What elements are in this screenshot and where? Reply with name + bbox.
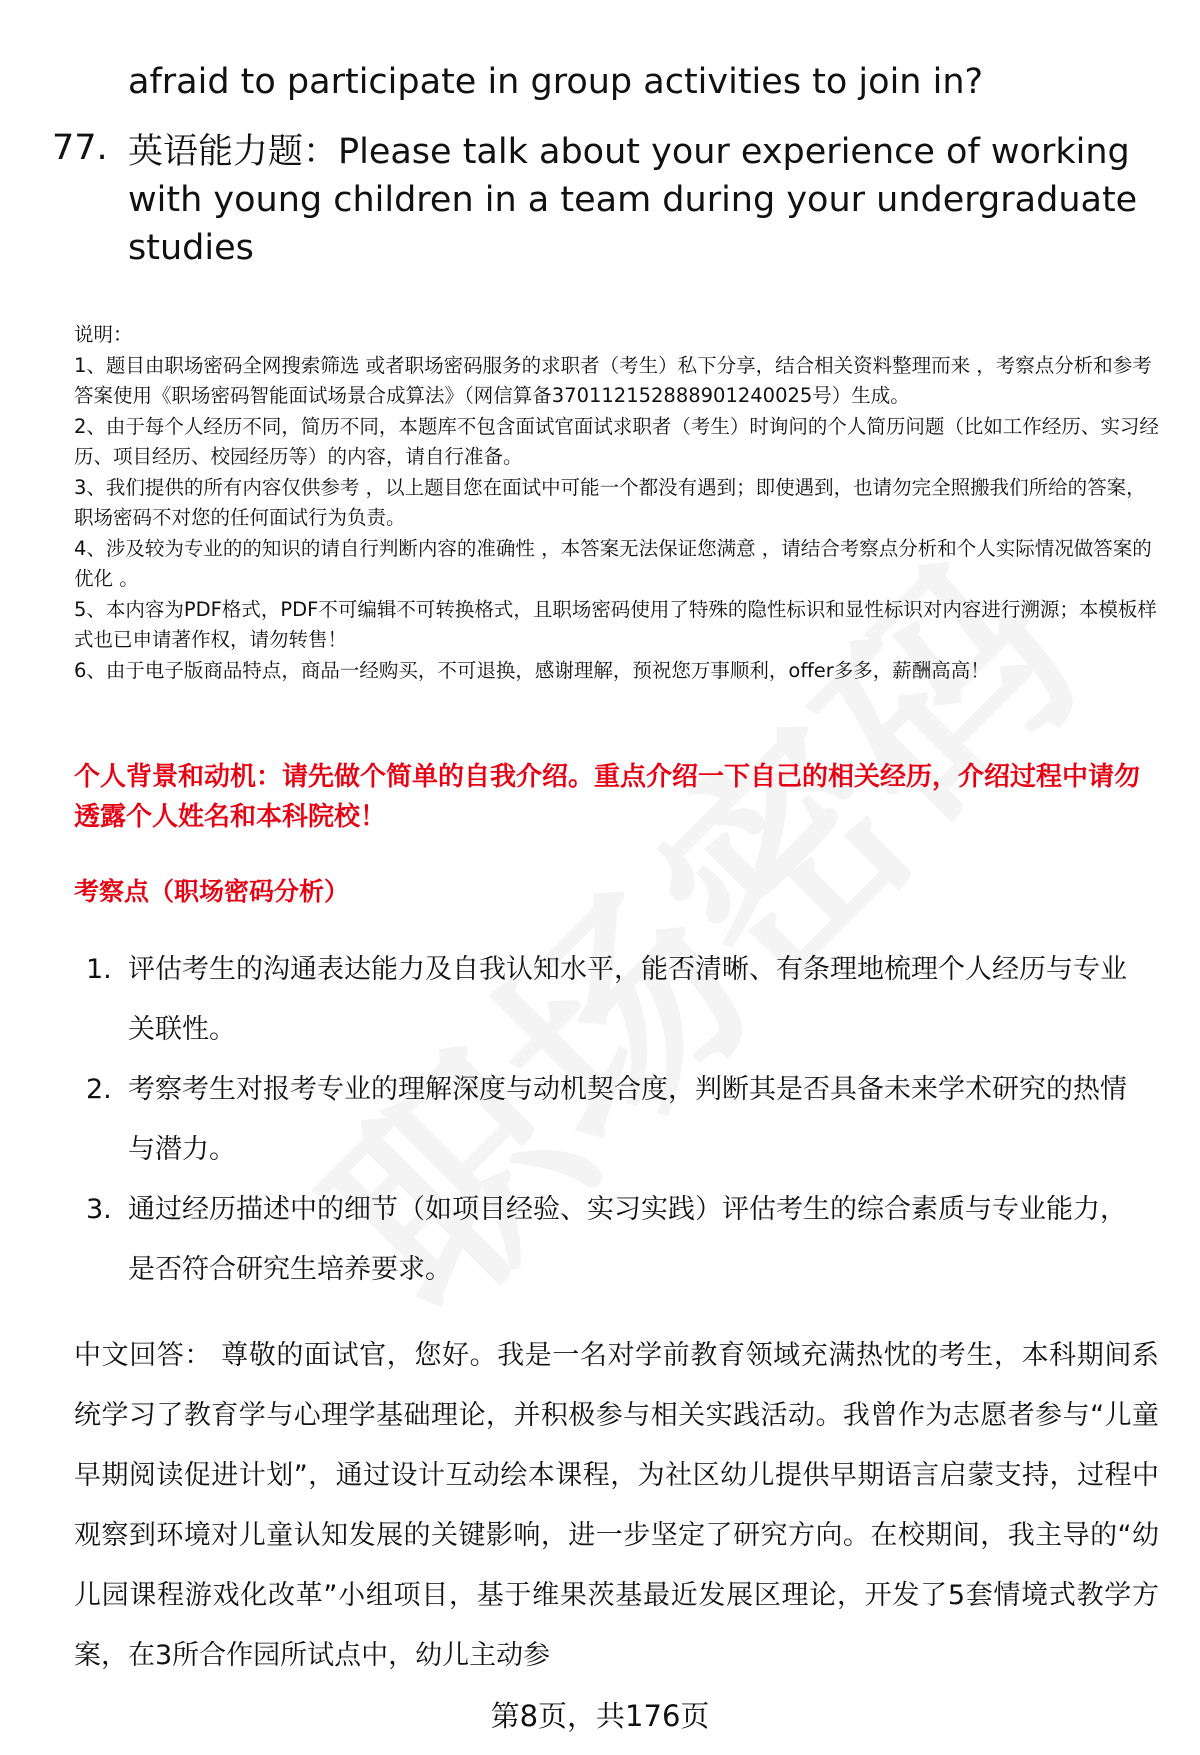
- point-text: 评估考生的沟通表达能力及自我认知水平，能否清晰、有条理地梳理个人经历与专业关联性。: [128, 954, 1127, 1045]
- note-item: 3、我们提供的所有内容仅供参考 ，以上题目您在面试中可能一个都没有遇到；即使遇到，也请勿完全照搬我们所给的答案，职场密码不对您的任何面试行为负责。: [74, 475, 1146, 529]
- note-item: 5、本内容为PDF格式，PDF不可编辑不可转换格式，且职场密码使用了特殊的隐性标识和显性标识对内容进行溯源；本模板样式也已申请著作权，请勿转售！: [74, 597, 1157, 651]
- note-item: 1、题目由职场密码全网搜索筛选 或者职场密码服务的求职者（考生）私下分享，结合相关资料整理而来 ，考察点分析和参考答案使用《职场密码智能面试场景合成算法》（网信算备370112152888901240025号）生成。: [74, 353, 1152, 407]
- note-item: 4、涉及较为专业的的知识的请自行判断内容的准确性 ，本答案无法保证您满意 ，请结合考察点分析和个人实际情况做答案的优化 。: [74, 536, 1152, 590]
- analysis-heading: 考察点（职场密码分析）: [74, 877, 350, 906]
- point-number: 1.: [86, 954, 112, 985]
- previous-question-tail: afraid to participate in group activities to join in?: [128, 62, 984, 102]
- analysis-point: [74, 1180, 1144, 1300]
- question-number: 77.: [52, 128, 108, 168]
- notes-title: 说明：: [74, 323, 133, 346]
- notes-section: [74, 320, 1164, 686]
- point-number: 2.: [86, 1074, 112, 1105]
- note-item: 6、由于电子版商品特点，商品一经购买，不可退换，感谢理解，预祝您万事顺利，offer多多，薪酬高高！: [74, 658, 990, 682]
- question-text: 英语能力题：Please talk about your experience of working with young children in a team during your undergraduate studies: [128, 132, 1138, 268]
- point-number: 3.: [86, 1194, 112, 1225]
- note-item: 2、由于每个人经历不同，简历不同，本题库不包含面试官面试求职者（考生）时询问的个人简历问题（比如工作经历、实习经历、项目经历、校园经历等）的内容，请自行准备。: [74, 414, 1159, 468]
- analysis-point: [74, 940, 1144, 1060]
- answer-text: 中文回答： 尊敬的面试官，您好。我是一名对学前教育领域充满热忱的考生，本科期间系统学习了教育学与心理学基础理论，并积极参与相关实践活动。我曾作为志愿者参与“儿童早期阅读促进计划”，通过设计互动绘本课程，为社区幼儿提供早期语言启蒙支持，过程中观察到环境对儿童认知发展的关键影响，进一步坚定了研究方向。在校期间，我主导的“幼儿园课程游戏化改革”小组项目，基于维果茨基最近发展区理论，开发了5套情境式教学方案，在3所合作园所试点中，幼儿主动参: [74, 1340, 1159, 1671]
- analysis-point: [74, 1060, 1144, 1180]
- analysis-list: [74, 940, 1144, 1300]
- point-text: 考察考生对报考专业的理解深度与动机契合度，判断其是否具备未来学术研究的热情与潜力。: [128, 1074, 1127, 1165]
- point-text: 通过经历描述中的细节（如项目经验、实习实践）评估考生的综合素质与专业能力，是否符合研究生培养要求。: [128, 1194, 1127, 1285]
- section-question: 个人背景和动机：请先做个简单的自我介绍。重点介绍一下自己的相关经历，介绍过程中请勿透露个人姓名和本科院校！: [74, 762, 1141, 832]
- page-footer: 第8页，共176页: [490, 1699, 710, 1733]
